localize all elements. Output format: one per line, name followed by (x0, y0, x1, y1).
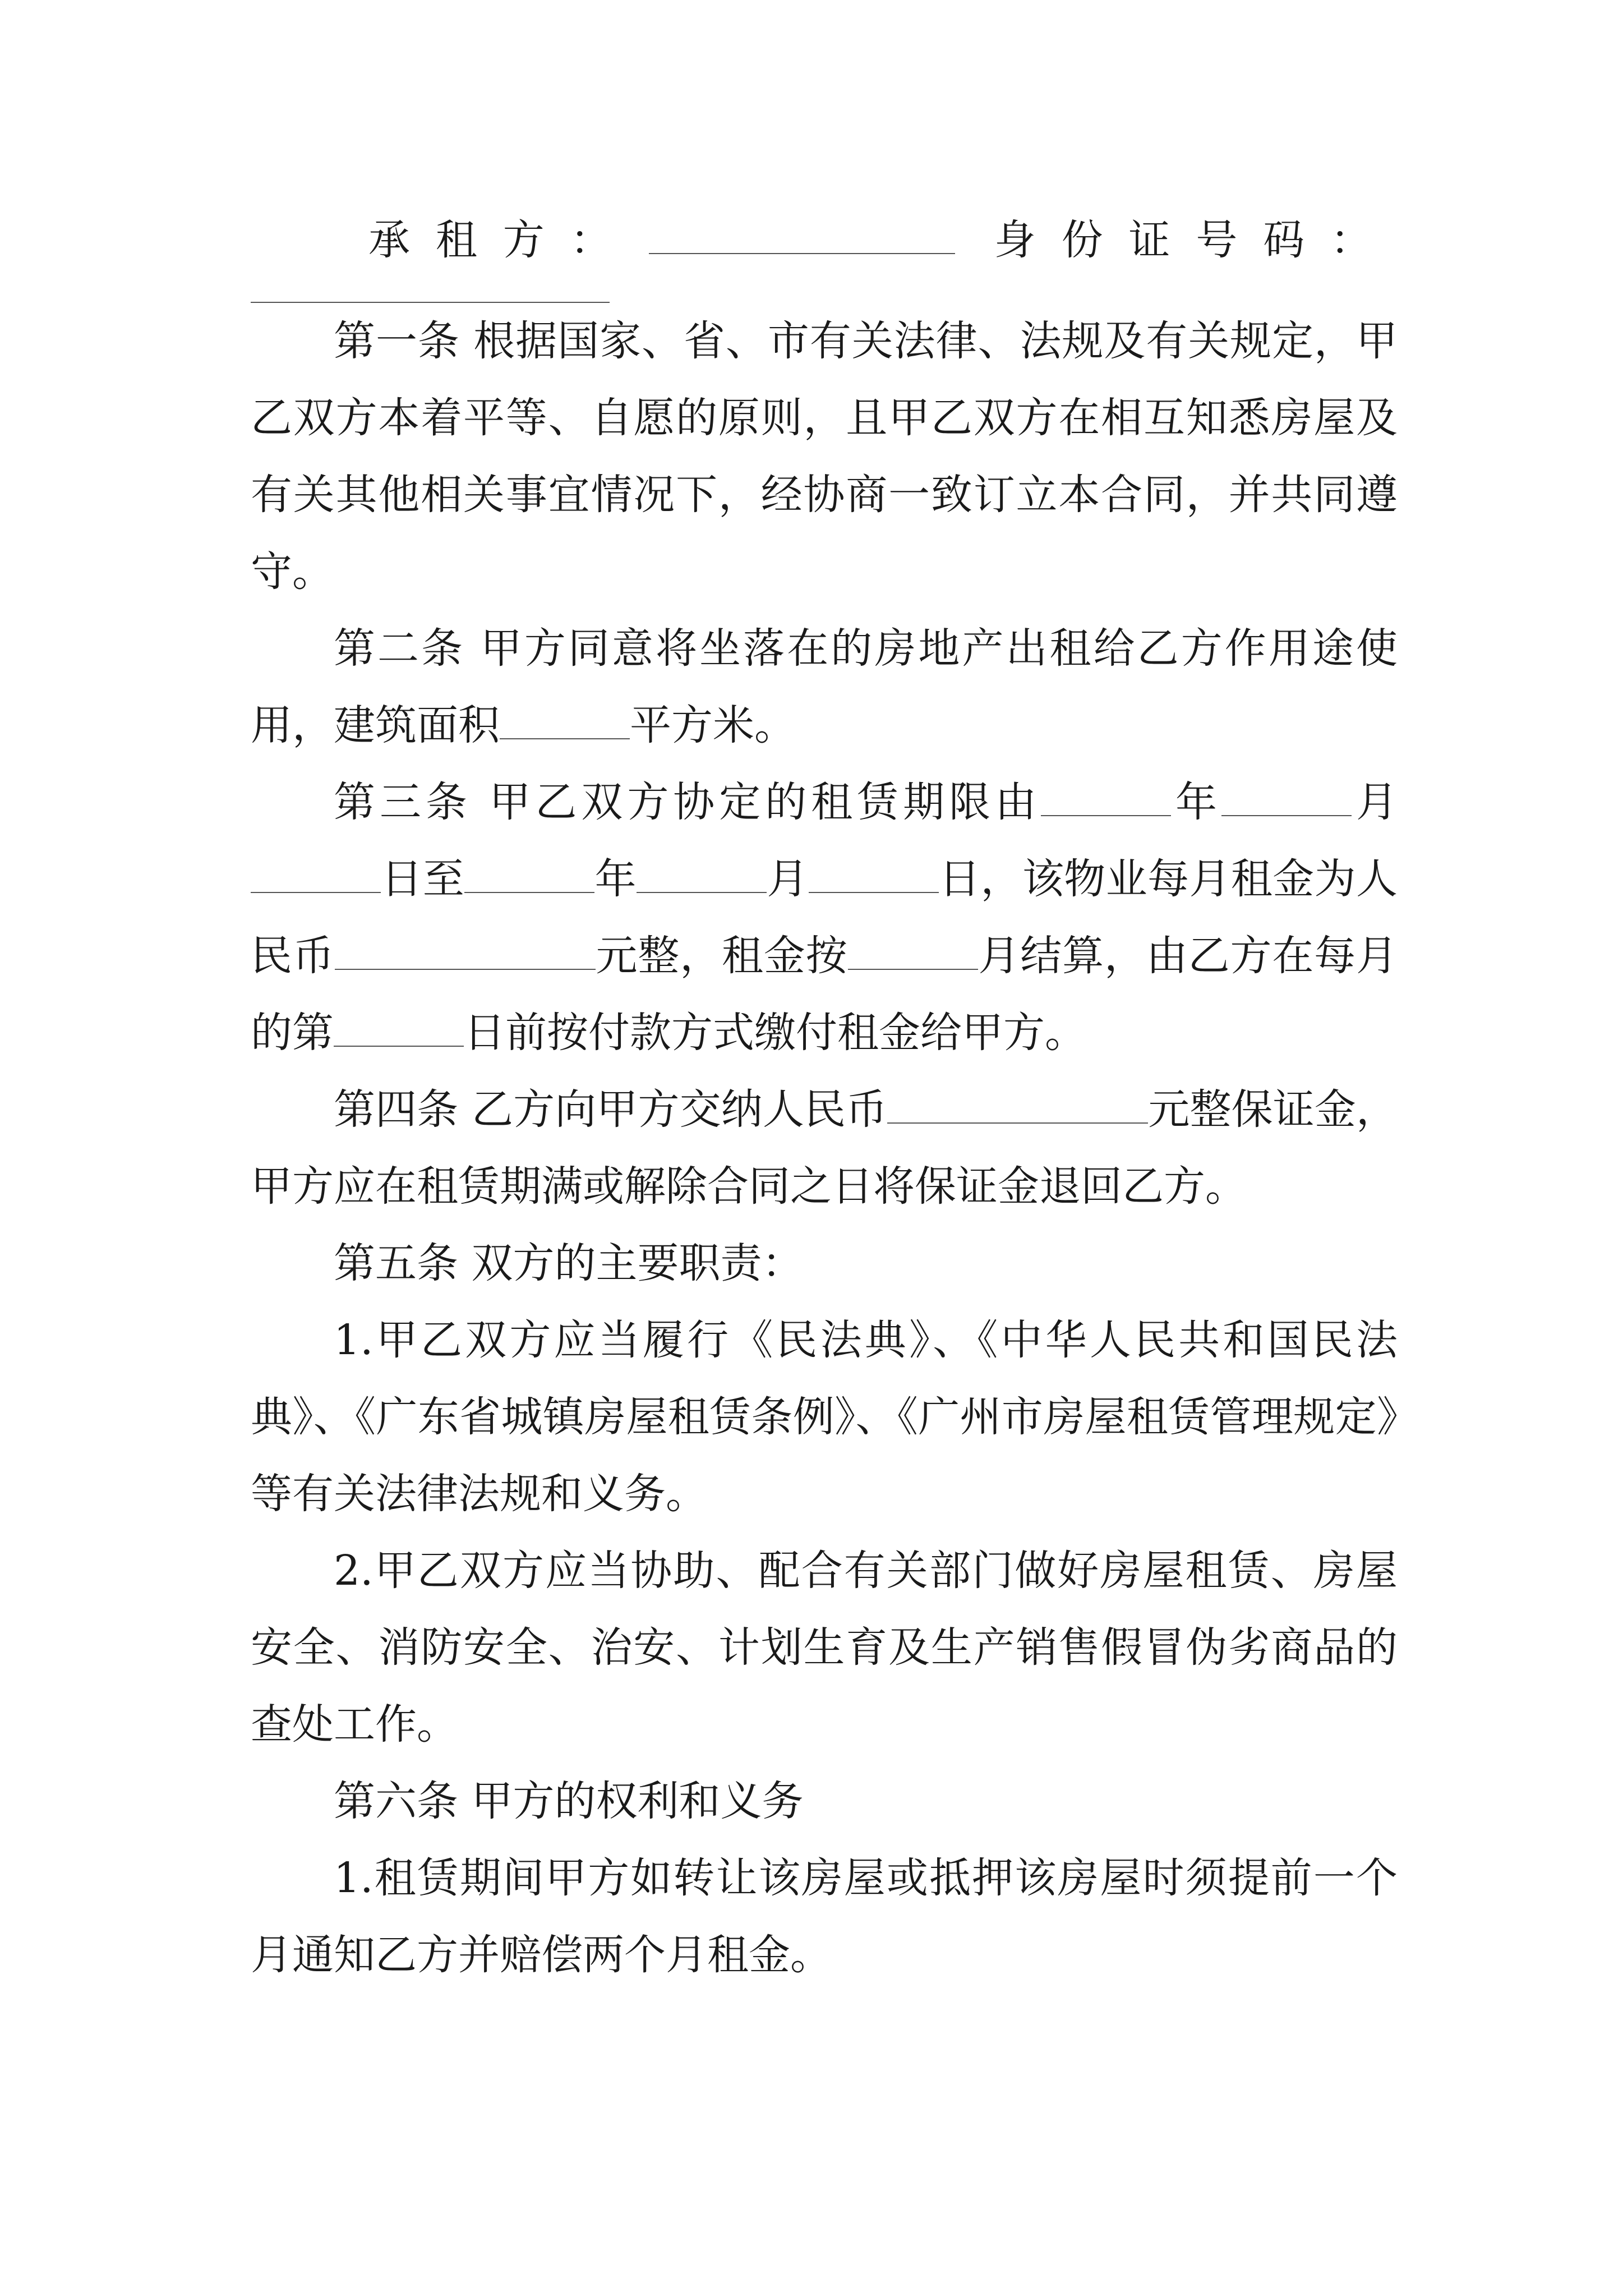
settlement-text: 月结算，由乙方在每月的第 (251, 932, 1398, 1057)
end-year-blank (464, 858, 594, 893)
start-day-blank (251, 858, 381, 893)
article-5-item-1-text: 1.甲乙双方应当履行《民法典》、《中华人民共和国民法典》、《广东省城镇房屋租赁条例》、《广州市房屋租赁管理规定》等有关法律法规和义务。 (251, 1316, 1398, 1518)
end-month-blank (637, 858, 767, 893)
article-4-text: 第四条 乙方向甲方交纳人民币 (334, 1085, 888, 1134)
rent-text: 日，该物业每月租金为人民币 (251, 855, 1398, 980)
deposit-amount-blank (887, 1089, 1148, 1124)
end-day-blank (809, 858, 939, 893)
article-2-text: 第二条 甲方同意将坐落在的房地产出租给乙方作用途使用，建筑面积 (251, 624, 1398, 749)
article-5-item-1 (251, 1302, 1398, 1533)
yuan-text: 元整，租金按 (595, 932, 848, 980)
article-2 (251, 610, 1398, 764)
contract-body (251, 202, 1398, 1994)
article-6-title-text: 第六条 甲方的权利和义务 (334, 1777, 804, 1825)
article-1-text: 第一条 根据国家、省、市有关法律、法规及有关规定，甲乙双方本着平等、自愿的原则，且甲乙双方在相互知悉房屋及有关其他相关事宜情况下，经协商一致订立本合同，并共同遵守。 (251, 317, 1398, 596)
payment-day-blank (334, 1012, 464, 1047)
article-3-text: 第三条 甲乙双方协定的租赁期限由 (334, 778, 1041, 826)
year-label-2: 年 (594, 855, 637, 903)
article-3 (251, 764, 1398, 1071)
article-5-item-2-text: 2.甲乙双方应当协助、配合有关部门做好房屋租赁、房屋安全、消防安全、治安、计划生育及生产销售假冒伪劣商品的查处工作。 (251, 1547, 1398, 1749)
article-5-item-2 (251, 1533, 1398, 1763)
lessee-header-line (368, 202, 1398, 279)
article-6-item-1-text: 1.租赁期间甲方如转让该房屋或抵押该房屋时须提前一个月通知乙方并赔偿两个月租金。 (251, 1854, 1398, 1979)
lessee-name-blank (649, 219, 955, 254)
year-label: 年 (1171, 778, 1222, 826)
month-label: 月 (1352, 778, 1398, 826)
start-month-blank (1221, 781, 1352, 816)
rent-amount-blank (335, 935, 596, 970)
article-2-text-end: 平方米。 (630, 701, 796, 749)
area-blank (500, 705, 630, 739)
article-1 (251, 303, 1398, 610)
day-to-label: 日至 (381, 855, 465, 903)
month-label-2: 月 (766, 855, 809, 903)
article-6-title (251, 1763, 1398, 1840)
start-year-blank (1041, 781, 1171, 816)
article-6-item-1 (251, 1840, 1398, 1994)
lessee-label: 承租方： (368, 216, 638, 264)
article-4 (251, 1071, 1398, 1225)
article-5-title (251, 1225, 1398, 1302)
article-3-text-end: 日前按付款方式缴付租金给甲方。 (464, 1009, 1086, 1057)
article-5-title-text: 第五条 双方的主要职责： (334, 1239, 804, 1287)
id-number-label: 身份证号码： (994, 216, 1398, 264)
article-4-text-end: 元整保证金，甲方应在租赁期满或解除合同之日将保证金退回乙方。 (251, 1085, 1398, 1211)
settlement-period-blank (848, 935, 978, 970)
